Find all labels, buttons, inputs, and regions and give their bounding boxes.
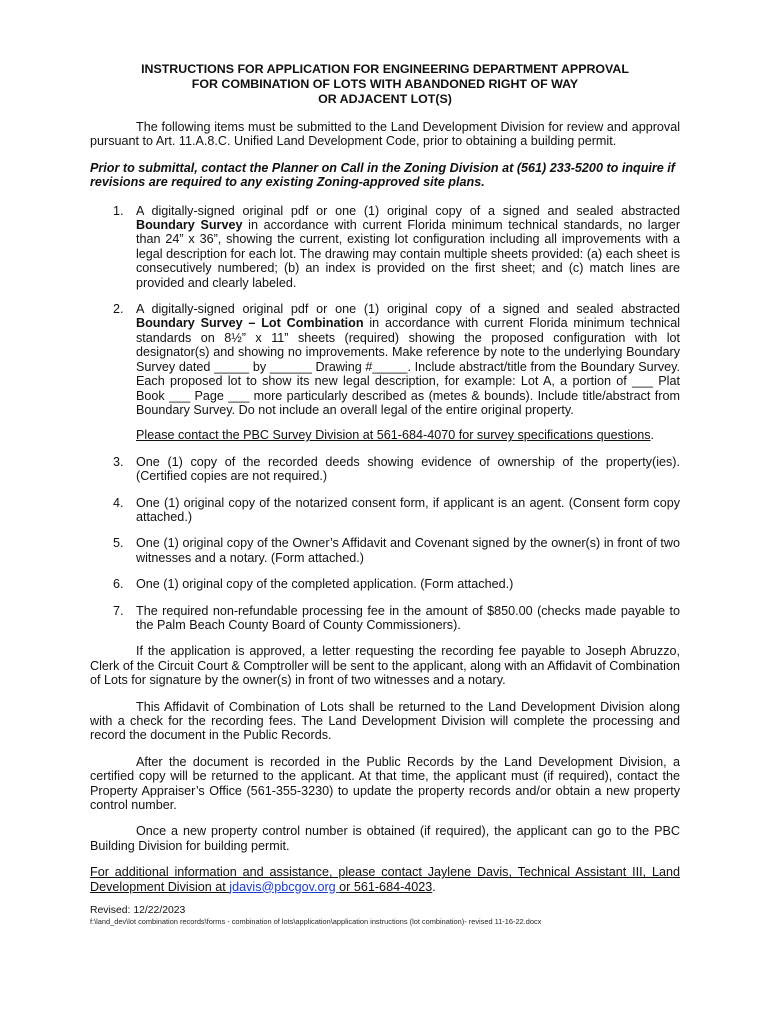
file-path: f:\land_dev\lot combination records\forms - combination of lots\application\application instructions (lot combination)- revised 11-16-22.docx: [90, 917, 542, 927]
revised-date: Revised: 12/22/2023: [90, 905, 186, 917]
contact-text: For additional information and assistance, please contact Jaylene Davis, Technical Assistant III, Land Development Division at: [90, 865, 680, 894]
item-number: 3.: [113, 454, 124, 469]
item-number: 4.: [113, 495, 124, 510]
item-number: 6.: [113, 577, 124, 592]
intro-paragraph: The following items must be submitted to the Land Development Division for review and approval pursuant to Art. 11.A.8.C. Unified Land Development Code, prior to obtaining a building permit.: [90, 120, 680, 149]
title-line-3: OR ADJACENT LOT(S): [318, 92, 452, 106]
list-item: [90, 536, 680, 565]
item-text-pre: A digitally-signed original pdf or one (1) original copy of a signed and sealed abstracted: [136, 302, 680, 317]
item-text: One (1) original copy of the Owner’s Affidavit and Covenant signed by the owner(s) in front of two witnesses and a notary. (Form attached.): [136, 536, 680, 565]
title-line-1: INSTRUCTIONS FOR APPLICATION FOR ENGINEERING DEPARTMENT APPROVAL: [141, 62, 629, 76]
list-item: [90, 577, 680, 591]
item-text-post: in accordance with current Florida minimum technical standards on 8½” x 11” sheets (required) showing the proposed configuration with lot designator(s) and showing no improvements. Make reference by note to the underlying Boundary Survey dated _____ by ______ Drawing #_____. Include abstract/title from the Boundary Survey. Each proposed lot to show its new legal description, for example: Lot A, a portion of ___ Plat Book ___ Page ___ more particularly described as (metes & bounds). Include title/abstract from Boundary Survey. Do not include an overall legal of the entire original property.: [136, 316, 681, 417]
item-text-pre: A digitally-signed original pdf or one (1) original copy of a signed and sealed abstracted: [136, 203, 680, 218]
item-text: [136, 302, 680, 417]
item-text: One (1) original copy of the notarized consent form, if applicant is an agent. (Consent form copy attached.): [136, 495, 680, 524]
survey-contact-note-text: Please contact the PBC Survey Division at 561-684-4070 for survey specifications questions: [136, 428, 651, 443]
item-text-post: in accordance with current Florida minimum technical standards, no larger than 24” x 36”, showing the current, existing lot configuration including all improvements with a legal description for each lot. The drawing may contain multiple sheets provided: (a) each sheet is consecutively numbered; (b) an index is provided on the first sheet; and (c) match lines are provided and clearly labeled.: [136, 218, 681, 290]
building-permit-paragraph: Once a new property control number is obtained (if required), the applicant can go to the PBC Building Division for building permit.: [90, 824, 680, 853]
list-item: [90, 204, 680, 290]
item-text: One (1) copy of the recorded deeds showing evidence of ownership of the property(ies). (Certified copies are not required.): [136, 454, 680, 484]
list-item: [90, 604, 680, 633]
item-number: 1.: [113, 203, 124, 218]
item-text: [136, 204, 680, 290]
contact-phone: or 561-684-4023: [339, 879, 433, 894]
item-text: The required non-refundable processing fee in the amount of $850.00 (checks made payable to the Palm Beach County Board of County Commissioners).: [136, 603, 680, 632]
contact-paragraph: [90, 865, 680, 894]
list-item: [90, 455, 680, 484]
email-link[interactable]: jdavis@pbcgov.org: [229, 879, 340, 894]
recording-paragraph: After the document is recorded in the Public Records by the Land Development Division, a certified copy will be returned to the applicant. At that time, the applicant must (if required), contact the Property Appraiser’s Office (561-355-3230) to update the property records and/or obtain a new property control number.: [90, 754, 680, 813]
survey-contact-note: Please contact the PBC Survey Division at 561-684-4070 for survey specifications questions.: [136, 428, 655, 443]
requirements-list: [90, 204, 680, 633]
item-number: 7.: [113, 603, 124, 618]
prior-to-submittal-notice: Prior to submittal, contact the Planner on Call in the Zoning Division at (561) 233-5200 to inquire if revisions are required to any existing Zoning-approved site plans.: [90, 160, 676, 190]
contact-period: .: [432, 879, 436, 894]
item-text: One (1) original copy of the completed application. (Form attached.): [136, 577, 514, 592]
item-bold-term: Boundary Survey – Lot Combination: [136, 316, 364, 331]
list-item: [90, 302, 680, 443]
title-line-2: FOR COMBINATION OF LOTS WITH ABANDONED RIGHT OF WAY: [191, 77, 579, 91]
list-item: [90, 496, 680, 525]
approval-paragraph: If the application is approved, a letter requesting the recording fee payable to Joseph Abruzzo, Clerk of the Circuit Court & Comptroller will be sent to the applicant, along with an Affidavit of Combination of Lots for signature by the owner(s) in front of two witnesses and a notary.: [90, 644, 680, 688]
document-title: [90, 62, 680, 107]
item-number: 2.: [113, 302, 124, 317]
affidavit-paragraph: This Affidavit of Combination of Lots shall be returned to the Land Development Division along with a check for the recording fees. The Land Development Division will complete the processing and record the document in the Public Records.: [90, 699, 680, 743]
item-bold-term: Boundary Survey: [136, 218, 243, 233]
item-number: 5.: [113, 536, 124, 551]
